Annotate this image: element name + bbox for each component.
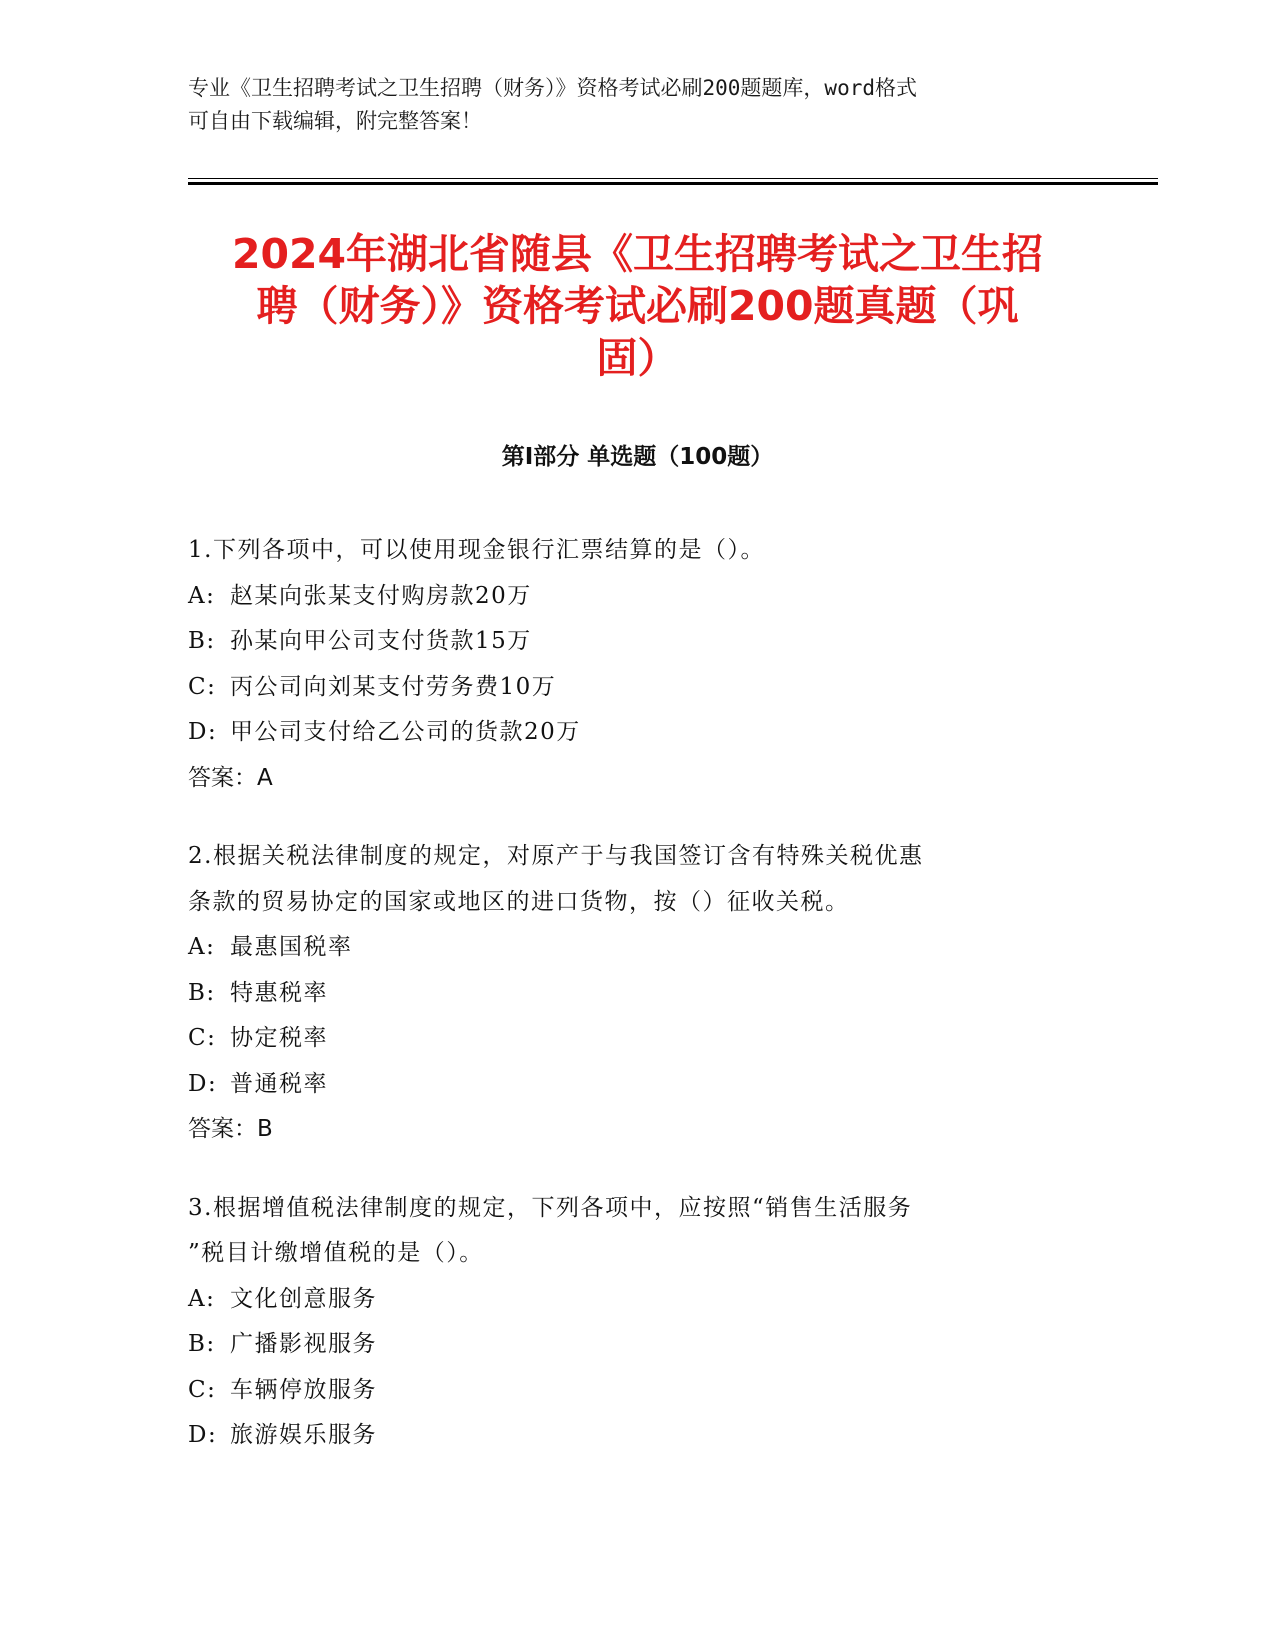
option-a	[188, 925, 1068, 971]
option-text: 特惠税率	[230, 979, 328, 1006]
stem-line: 1.下列各项中，可以使用现金银行汇票结算的是（）。	[188, 537, 765, 563]
stem-line: 条款的贸易协定的国家或地区的进口货物，按（）征收关税。	[188, 888, 850, 915]
question-3	[188, 1186, 1068, 1459]
option-letter: D:	[188, 719, 218, 745]
answer-line: 答案：B	[188, 1116, 273, 1142]
option-text: 广播影视服务	[230, 1331, 377, 1357]
option-a	[188, 574, 1068, 620]
option-letter: B:	[188, 628, 216, 654]
option-text: 协定税率	[230, 1025, 328, 1051]
option-letter: B:	[188, 979, 216, 1006]
title-line-3: 固）	[596, 334, 679, 382]
option-letter: A:	[188, 582, 216, 609]
option-c	[188, 1368, 1068, 1414]
option-b	[188, 971, 1068, 1017]
title-line-2: 聘（财务）》资格考试必刷200题真题（巩	[256, 282, 1019, 330]
option-d	[188, 1413, 1068, 1459]
option-a	[188, 1277, 1068, 1323]
option-text: 普通税率	[230, 1070, 328, 1097]
question-1	[188, 528, 1068, 801]
option-letter: C:	[188, 1376, 217, 1403]
question-stem	[188, 834, 1068, 925]
question-stem	[188, 1186, 1068, 1277]
option-d	[188, 1062, 1068, 1108]
option-letter: D:	[188, 1070, 218, 1097]
stem-line: 3.根据增值税法律制度的规定，下列各项中，应按照“销售生活服务	[188, 1194, 913, 1221]
header-divider-thick	[188, 182, 1158, 185]
question-list	[188, 528, 1068, 1492]
section-heading: 第Ⅰ部分 单选题（100题）	[501, 444, 774, 470]
option-text: 最惠国税率	[230, 934, 353, 960]
option-c	[188, 1016, 1068, 1062]
intro-line-1: 专业《卫生招聘考试之卫生招聘（财务）》资格考试必刷200题题库，word格式	[188, 76, 917, 100]
option-d	[188, 710, 1068, 756]
question-2	[188, 834, 1068, 1153]
stem-line: 2.根据关税法律制度的规定，对原产于与我国签订含有特殊关税优惠	[188, 843, 924, 869]
document-title	[150, 228, 1125, 384]
option-letter: B:	[188, 1331, 216, 1357]
title-line-1: 2024年湖北省随县《卫生招聘考试之卫生招	[231, 230, 1044, 278]
option-text: 孙某向甲公司支付货款15万	[230, 628, 532, 654]
option-text: 甲公司支付给乙公司的货款20万	[230, 719, 581, 745]
option-text: 丙公司向刘某支付劳务费10万	[230, 673, 557, 700]
question-stem	[188, 528, 1068, 574]
intro-line-2: 可自由下载编辑，附完整答案！	[188, 109, 482, 133]
option-letter: A:	[188, 934, 216, 960]
header-divider-thin	[188, 178, 1158, 179]
option-text: 车辆停放服务	[230, 1376, 377, 1403]
option-b	[188, 619, 1068, 665]
answer-line: 答案：A	[188, 764, 273, 791]
document-intro	[188, 72, 1068, 138]
option-text: 赵某向张某支付购房款20万	[230, 582, 532, 609]
option-c	[188, 665, 1068, 711]
stem-line: ”税目计缴增值税的是（）。	[188, 1240, 484, 1266]
option-letter: D:	[188, 1422, 218, 1448]
option-letter: C:	[188, 673, 217, 700]
option-letter: A:	[188, 1285, 216, 1312]
option-letter: C:	[188, 1025, 217, 1051]
option-b	[188, 1322, 1068, 1368]
option-text: 文化创意服务	[230, 1285, 377, 1312]
option-text: 旅游娱乐服务	[230, 1422, 377, 1448]
